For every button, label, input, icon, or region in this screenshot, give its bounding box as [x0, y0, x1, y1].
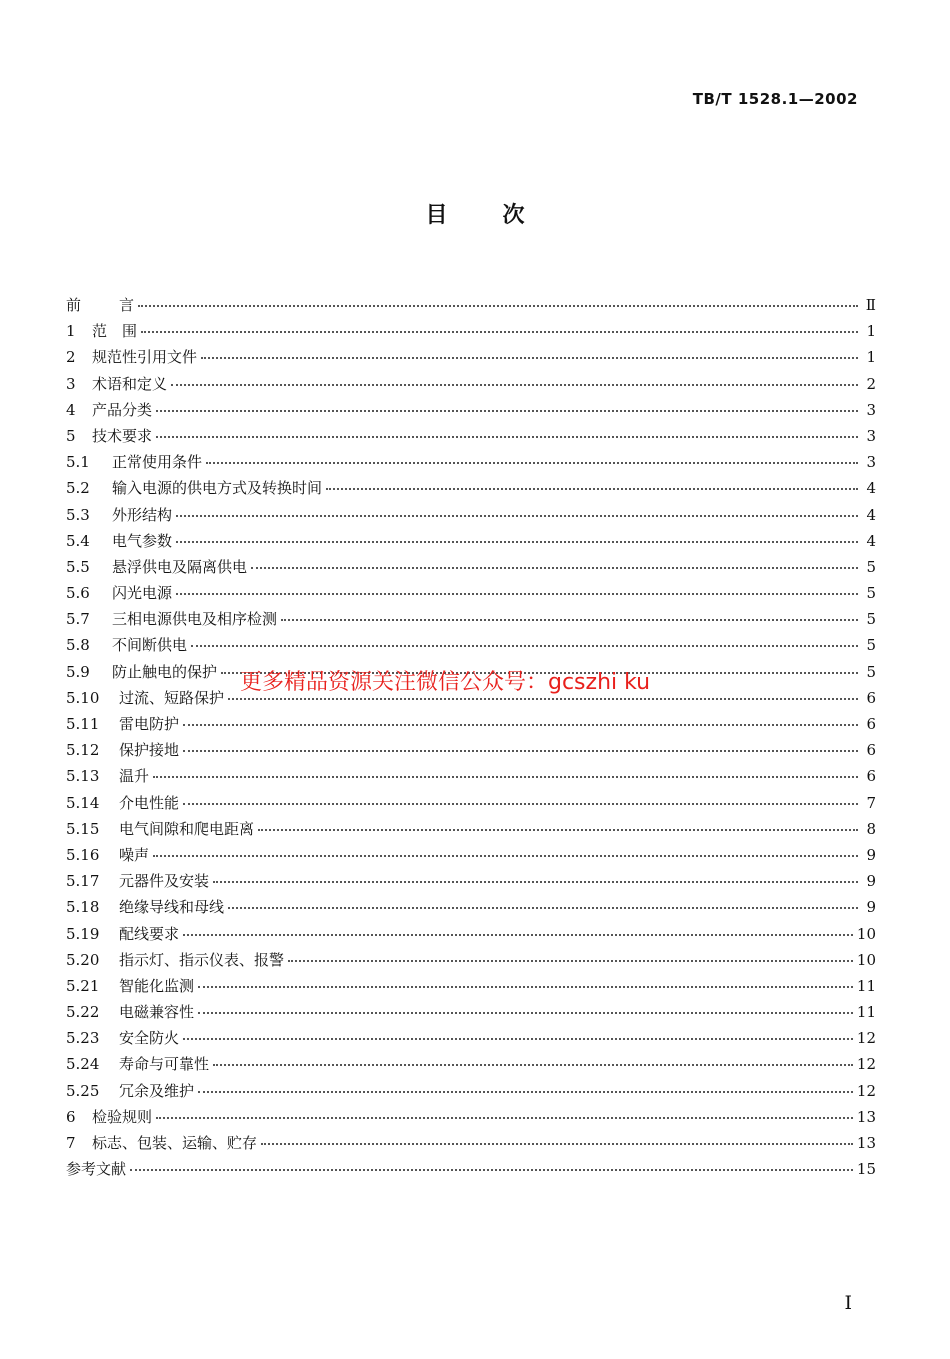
toc-entry-number: 5.11 [66, 715, 100, 733]
toc-entry-label: 正常使用条件 [112, 453, 203, 472]
toc-entry-number: 5.1 [66, 453, 90, 472]
toc-entry-number: 5.7 [66, 610, 90, 629]
toc-entry-number: 7 [66, 1134, 76, 1152]
toc-entry[interactable] [66, 947, 876, 973]
toc-leader-dots [183, 1037, 853, 1040]
toc-leader-dots [326, 487, 858, 490]
toc-entry-page: 10 [856, 924, 876, 943]
toc-entry[interactable] [66, 711, 876, 737]
toc-entry-page: 4 [866, 531, 876, 550]
toc-leader-dots [281, 618, 858, 621]
toc-entry[interactable] [66, 737, 876, 763]
toc-entry-number: 5.8 [66, 636, 90, 655]
toc-leader-dots [153, 775, 858, 778]
toc-entry-number: 5.20 [66, 950, 100, 969]
toc-entry-label: 范 围 [92, 322, 138, 341]
toc-entry-number: 5.9 [66, 662, 90, 681]
toc-leader-dots [183, 723, 858, 726]
toc-leader-dots [213, 1063, 853, 1066]
toc-entry-label: 配线要求 [119, 924, 180, 943]
toc-entry[interactable] [66, 790, 876, 816]
toc-entry[interactable] [66, 397, 876, 423]
toc-entry-page: 12 [856, 1081, 876, 1100]
toc-leader-dots [183, 749, 858, 752]
toc-entry-page: 9 [866, 872, 876, 891]
toc-entry-label: 过流、短路保护 [119, 688, 225, 707]
toc-entry-number: 前 [66, 296, 82, 314]
standard-code: TB/T 1528.1—2002 [692, 90, 858, 108]
toc-entry-number: 5.16 [66, 845, 100, 864]
toc-entry-label: 温升 [119, 767, 150, 786]
toc-entry-page: 15 [856, 1160, 876, 1179]
toc-entry-label: 输入电源的供电方式及转换时间 [112, 479, 323, 498]
toc-entry-label: 智能化监测 [119, 976, 195, 995]
toc-entry-number: 4 [66, 400, 76, 419]
toc-leader-dots [183, 802, 858, 805]
toc-entry-label: 产品分类 [92, 400, 153, 419]
page-number: I [844, 1292, 852, 1314]
toc-leader-dots [176, 592, 858, 595]
toc-entry-number: 5.6 [66, 584, 90, 603]
toc-entry-page: 1 [866, 348, 876, 367]
toc-entry-page: 3 [866, 400, 876, 419]
toc-entry-number: 5.3 [66, 505, 90, 524]
toc-entry-label: 悬浮供电及隔离供电 [112, 557, 248, 576]
toc-entry-page: 1 [866, 322, 876, 341]
toc-leader-dots [141, 330, 858, 333]
toc-entry-label: 寿命与可靠性 [119, 1055, 210, 1074]
toc-entry-page: Ⅱ [865, 296, 876, 314]
toc-leader-dots [198, 1090, 853, 1093]
toc-entry-label: 言 [119, 296, 135, 314]
toc-leader-dots [176, 514, 858, 517]
toc-entry-page: 5 [866, 636, 876, 655]
toc-leader-dots [251, 566, 858, 569]
toc-entry[interactable] [66, 292, 876, 318]
toc-entry-number: 5.21 [66, 976, 100, 995]
toc-entry-page: 5 [866, 610, 876, 629]
toc-entry[interactable] [66, 894, 876, 920]
toc-entry-number: 5.22 [66, 1003, 100, 1022]
toc-entry-label: 标志、包装、运输、贮存 [92, 1134, 258, 1152]
toc-entry-label: 参考文献 [66, 1160, 127, 1179]
toc-entry-page: 6 [866, 741, 876, 760]
toc-entry-page: 11 [856, 1003, 876, 1022]
toc-entry-page: 3 [866, 453, 876, 472]
toc-leader-dots [228, 697, 858, 700]
toc-entry-number: 5.12 [66, 741, 100, 760]
toc-entry-number: 5.17 [66, 872, 100, 891]
toc-entry-label: 电磁兼容性 [119, 1003, 195, 1022]
toc-entry-page: 5 [866, 557, 876, 576]
table-of-contents [66, 292, 876, 1182]
toc-leader-dots [213, 880, 858, 883]
toc-entry-page: 5 [866, 662, 876, 681]
toc-entry[interactable] [66, 999, 876, 1025]
toc-leader-dots [191, 644, 858, 647]
toc-leader-dots [156, 409, 858, 412]
toc-entry-label: 闪光电源 [112, 584, 173, 603]
toc-entry-page: 9 [866, 898, 876, 917]
toc-entry-label: 介电性能 [119, 793, 180, 812]
toc-entry-label: 元器件及安装 [119, 872, 210, 891]
toc-entry-number: 5.18 [66, 898, 100, 917]
toc-entry-label: 指示灯、指示仪表、报警 [119, 950, 285, 969]
toc-entry-label: 安全防火 [119, 1029, 180, 1048]
toc-entry-number: 6 [66, 1107, 76, 1126]
toc-entry[interactable] [66, 318, 876, 344]
toc-entry[interactable] [66, 554, 876, 580]
toc-entry[interactable] [66, 921, 876, 947]
toc-entry-number: 2 [66, 348, 76, 367]
toc-entry-page: 9 [866, 845, 876, 864]
toc-entry-number: 5.15 [66, 819, 100, 838]
toc-entry[interactable] [66, 816, 876, 842]
toc-entry-number: 5.14 [66, 793, 100, 812]
toc-entry[interactable] [66, 371, 876, 397]
toc-entry[interactable] [66, 475, 876, 501]
toc-entry[interactable] [66, 1104, 876, 1130]
toc-entry-label: 规范性引用文件 [92, 348, 198, 367]
toc-entry[interactable] [66, 449, 876, 475]
toc-entry-label: 外形结构 [112, 505, 173, 524]
toc-entry[interactable] [66, 502, 876, 528]
toc-entry-number: 5.2 [66, 479, 90, 498]
toc-entry[interactable] [66, 973, 876, 999]
toc-leader-dots [130, 1168, 853, 1171]
toc-entry-number: 5.24 [66, 1055, 100, 1074]
toc-entry-page: 7 [866, 793, 876, 812]
toc-entry-number: 1 [66, 322, 76, 341]
toc-entry-page: 6 [866, 715, 876, 733]
toc-entry-page: 10 [856, 950, 876, 969]
toc-entry[interactable] [66, 344, 876, 370]
toc-leader-dots [183, 933, 853, 936]
toc-entry-label: 不间断供电 [112, 636, 188, 655]
toc-entry-page: 12 [856, 1055, 876, 1074]
toc-leader-dots [171, 383, 858, 386]
toc-entry[interactable] [66, 632, 876, 658]
toc-leader-dots [176, 540, 858, 543]
toc-entry-page: 6 [866, 767, 876, 786]
toc-entry[interactable] [66, 580, 876, 606]
toc-leader-dots [198, 1011, 853, 1014]
toc-entry-page: 13 [856, 1134, 876, 1152]
toc-leader-dots [153, 854, 858, 857]
toc-entry-label: 噪声 [119, 845, 150, 864]
toc-entry[interactable] [66, 1130, 876, 1156]
toc-entry-label: 雷电防护 [119, 715, 180, 733]
toc-entry[interactable] [66, 763, 876, 789]
toc-entry-label: 绝缘导线和母线 [119, 898, 225, 917]
toc-entry-label: 检验规则 [92, 1107, 153, 1126]
toc-entry[interactable] [66, 868, 876, 894]
toc-entry[interactable] [66, 528, 876, 554]
toc-entry-number: 5.4 [66, 531, 90, 550]
toc-entry-page: 11 [856, 976, 876, 995]
toc-entry[interactable] [66, 423, 876, 449]
toc-leader-dots [288, 959, 853, 962]
toc-leader-dots [228, 906, 858, 909]
toc-entry-page: 8 [866, 819, 876, 838]
toc-entry-page: 6 [866, 688, 876, 707]
toc-entry-label: 保护接地 [119, 741, 180, 760]
toc-entry-page: 5 [866, 584, 876, 603]
toc-leader-dots [138, 304, 858, 307]
toc-entry-page: 4 [866, 505, 876, 524]
toc-entry-label: 技术要求 [92, 426, 153, 445]
toc-leader-dots [206, 461, 858, 464]
toc-entry[interactable] [66, 842, 876, 868]
toc-entry-page: 4 [866, 479, 876, 498]
toc-entry-page: 12 [856, 1029, 876, 1048]
toc-leader-dots [198, 985, 853, 988]
toc-entry-label: 术语和定义 [92, 374, 168, 393]
watermark-text: 更多精品资源关注微信公众号：gcszhi ku [240, 670, 651, 695]
toc-leader-dots [258, 828, 858, 831]
page-title: 目次 [425, 203, 580, 228]
toc-leader-dots [156, 1116, 853, 1119]
toc-entry-label: 电气参数 [112, 531, 173, 550]
toc-entry-number: 5.23 [66, 1029, 100, 1048]
toc-entry-number: 5.5 [66, 557, 90, 576]
toc-entry-number: 5.10 [66, 688, 100, 707]
toc-leader-dots [156, 435, 858, 438]
toc-leader-dots [201, 356, 858, 359]
toc-entry-page: 2 [866, 374, 876, 393]
toc-entry-number: 5.25 [66, 1081, 100, 1100]
toc-entry-number: 3 [66, 374, 76, 393]
toc-entry[interactable] [66, 1025, 876, 1051]
toc-entry[interactable] [66, 1078, 876, 1104]
toc-entry-number: 5.13 [66, 767, 100, 786]
toc-entry[interactable] [66, 1156, 876, 1182]
toc-entry-number: 5 [66, 426, 76, 445]
toc-entry-page: 13 [856, 1107, 876, 1126]
toc-entry-label: 三相电源供电及相序检测 [112, 610, 278, 629]
toc-entry[interactable] [66, 606, 876, 632]
toc-leader-dots [261, 1142, 853, 1145]
toc-entry-label: 电气间隙和爬电距离 [119, 819, 255, 838]
toc-entry-label: 冗余及维护 [119, 1081, 195, 1100]
toc-entry-number: 5.19 [66, 924, 100, 943]
toc-entry-page: 3 [866, 426, 876, 445]
toc-entry-label: 防止触电的保护 [112, 662, 218, 681]
toc-entry[interactable] [66, 1051, 876, 1077]
